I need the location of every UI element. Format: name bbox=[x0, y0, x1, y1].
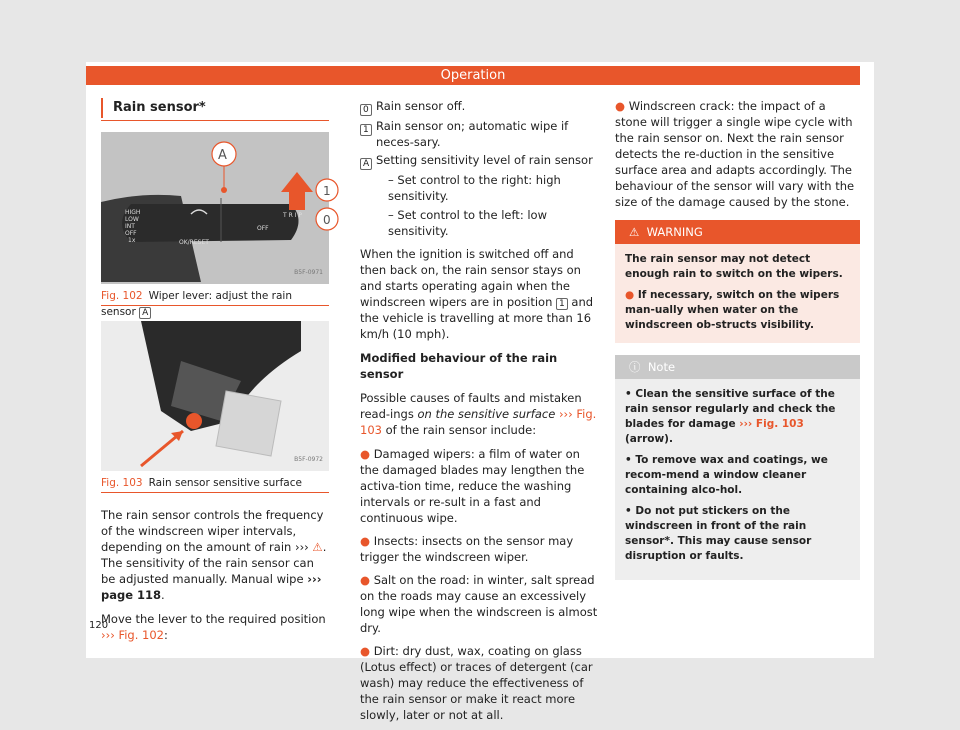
note-box bbox=[615, 355, 860, 580]
column-middle bbox=[360, 98, 602, 730]
page-link[interactable]: ››› page 118 bbox=[101, 572, 322, 602]
page-number: 120 bbox=[89, 620, 109, 631]
list-item: ● Windscreen crack: the impact of a stone will trigger a single wipe cycle with the rain sensor on. Next the rain sensor detects the re-duction in the sensitive surface area and adapts accordingly. The behaviour of the sensor will vary with the size of the damage caused by the stone. bbox=[615, 99, 855, 209]
note-header bbox=[615, 355, 860, 379]
lever-label-high: HIGH bbox=[125, 209, 141, 216]
warning-triangle-icon: ⚠ bbox=[312, 540, 323, 554]
column-left bbox=[101, 98, 329, 651]
rain-sensor-illustration bbox=[101, 321, 329, 471]
subheading: Modified behaviour of the rain sensor bbox=[360, 351, 558, 381]
key-tag: 1 bbox=[360, 124, 372, 136]
note-title: Note bbox=[647, 360, 676, 374]
causes-paragraph bbox=[360, 390, 602, 438]
note-bullet: • Do not put stickers on the windscreen in front of the rain sensor*. This may cause sensor disruption or faults. bbox=[625, 505, 812, 562]
text: : bbox=[164, 628, 168, 642]
move-lever-paragraph bbox=[101, 611, 329, 643]
list-item: ● Dirt: dry dust, wax, coating on glass (Lotus effect) or traces of detergent (car wash) may reduce the effectiveness of the rain sensor or make it react more slowly, later or not at all. bbox=[360, 644, 593, 722]
caption-text: Wiper lever: adjust the rain sensor bbox=[101, 290, 292, 318]
dash-item: – Set control to the right: high sensitivity. bbox=[388, 173, 561, 203]
text: The rain sensor controls the frequency of the windscreen wiper intervals, depending on the amount of rain bbox=[101, 508, 324, 554]
figure-link[interactable]: ››› Fig. 102 bbox=[101, 628, 164, 642]
bullet-text: Dirt: dry dust, wax, coating on glass (Lotus effect) or traces of detergent (car wash) may reduce the effectiveness of the rain sensor or make it react more slowly, later or not at all. bbox=[360, 644, 593, 722]
bullet-text: Do not put stickers on the windscreen in front of the rain sensor*. This may cause sensor disruption or faults. bbox=[625, 505, 812, 562]
warning-text: The rain sensor may not detect enough rain to switch on the wipers. bbox=[625, 253, 843, 280]
position-tag-a: A bbox=[139, 307, 151, 319]
figure-102-caption bbox=[101, 288, 329, 318]
text: Move the lever to the required position bbox=[101, 612, 326, 626]
warning-header bbox=[615, 220, 860, 244]
figure-label: Fig. 103 bbox=[101, 477, 143, 489]
text: of the rain sensor include: bbox=[385, 423, 537, 437]
text: When the ignition is switched off and then back on, the rain sensor stays on and starts operating again when the windscreen wipers are in position bbox=[360, 247, 581, 309]
lever-label-int: INT bbox=[125, 223, 135, 230]
text: and the vehicle is travelling at more than 16 km/h (10 mph). bbox=[360, 295, 594, 341]
bullet-text: Clean the sensitive surface of the rain sensor regularly and check the blades for damage bbox=[625, 388, 836, 430]
callout-a-label: A bbox=[218, 148, 227, 163]
item-text: Rain sensor on; automatic wipe if neces-sary. bbox=[376, 119, 569, 149]
sensor-surface-marker bbox=[186, 413, 202, 429]
bullet-text: If necessary, switch on the wipers man-ually when water on the windscreen ob-structs visibility. bbox=[625, 289, 840, 331]
list-item: ● Insects: insects on the sensor may trigger the windscreen wiper. bbox=[360, 534, 574, 564]
figure-code: B5F-0971 bbox=[294, 269, 323, 276]
item-text: Setting sensitivity level of rain sensor bbox=[376, 153, 593, 167]
list-item bbox=[360, 152, 602, 170]
text: . bbox=[161, 588, 165, 602]
section-title: Rain sensor* bbox=[101, 98, 329, 118]
warning-box bbox=[615, 220, 860, 343]
list-item bbox=[360, 118, 602, 150]
callout-0-label: 0 bbox=[323, 213, 331, 227]
page-header: Operation bbox=[86, 66, 860, 85]
lever-label-okreset: OK/RESET bbox=[179, 239, 209, 246]
figure-102-image bbox=[101, 132, 329, 284]
lever-label-1x: 1x bbox=[128, 237, 136, 244]
figure-code: B5F-0972 bbox=[294, 456, 323, 463]
bullet-text: Windscreen crack: the impact of a stone will trigger a single wipe cycle with the rain sensor on. Next the rain sensor detects the re-duction in the sensitive surface area and adapts accordingly. The behaviour of the sensor will vary with the size of the damage caused by the stone. bbox=[615, 99, 855, 209]
figure-label: Fig. 102 bbox=[101, 290, 143, 302]
item-text: Rain sensor off. bbox=[376, 99, 466, 113]
info-icon: ⓘ bbox=[629, 360, 641, 374]
intro-paragraph bbox=[101, 507, 329, 603]
bullet-text: Insects: insects on the sensor may trigger the windscreen wiper. bbox=[360, 534, 574, 564]
text: Possible causes of faults and mistaken read-ings bbox=[360, 391, 582, 421]
list-item: ● Salt on the road: in winter, salt spread on the roads may cause an excessively long wipe when the windscreen is almost dry. bbox=[360, 573, 598, 635]
dash-item: – Set control to the left: low sensitivity. bbox=[388, 208, 547, 238]
callout-1-label: 1 bbox=[323, 184, 331, 198]
text: . The sensitivity of the rain sensor can be adjusted manually. Manual wipe bbox=[101, 540, 327, 586]
bullet-text: (arrow). bbox=[625, 433, 673, 445]
warning-body bbox=[615, 244, 860, 333]
warning-triangle-icon: ⚠ bbox=[629, 225, 640, 239]
key-tag: 0 bbox=[360, 104, 372, 116]
caption-text: Rain sensor sensitive surface bbox=[148, 477, 302, 489]
wiper-lever-illustration bbox=[101, 132, 329, 284]
bullet-text: Salt on the road: in winter, salt spread on the roads may cause an excessively long wipe when the windscreen is almost dry. bbox=[360, 573, 598, 635]
position-tag: 1 bbox=[556, 298, 568, 310]
note-body bbox=[615, 379, 860, 564]
figure-link[interactable]: ››› Fig. 103 bbox=[360, 407, 597, 437]
warning-title: WARNING bbox=[646, 225, 703, 239]
ignition-paragraph bbox=[360, 246, 602, 342]
lever-label-trip: T R I P bbox=[283, 212, 302, 219]
figure-link[interactable]: ››› Fig. 103 bbox=[739, 418, 804, 430]
bullet-text: To remove wax and coatings, we recom-mend a window cleaner containing alco-hol. bbox=[625, 454, 828, 496]
column-right bbox=[615, 98, 860, 580]
lever-label-low: LOW bbox=[125, 216, 139, 223]
lever-label-off2: OFF bbox=[257, 225, 269, 232]
key-tag: A bbox=[360, 158, 372, 170]
list-item: ● Damaged wipers: a film of water on the damaged blades may lengthen the activa-tion time, reduce the washing intervals or re-sult in a fast and continuous wipe. bbox=[360, 447, 585, 525]
figure-103-image bbox=[101, 321, 329, 471]
figure-103-caption bbox=[101, 475, 329, 493]
note-bullet: • To remove wax and coatings, we recom-mend a window cleaner containing alco-hol. bbox=[625, 454, 828, 496]
arrow-text: ››› bbox=[294, 540, 309, 554]
warning-bullet: ● If necessary, switch on the wipers man-ually when water on the windscreen ob-structs visibility. bbox=[625, 289, 840, 331]
bullet-text: Damaged wipers: a film of water on the damaged blades may lengthen the activa-tion time, reduce the washing intervals or re-sult in a fast and continuous wipe. bbox=[360, 447, 585, 525]
note-bullet: • Clean the sensitive surface of the rain sensor regularly and check the blades for damage ››› Fig. 103 (arrow). bbox=[625, 388, 836, 445]
section-divider bbox=[101, 119, 329, 121]
italic-text: on the sensitive surface bbox=[417, 407, 556, 421]
lever-label-off: OFF bbox=[125, 230, 137, 237]
list-item bbox=[360, 98, 602, 116]
